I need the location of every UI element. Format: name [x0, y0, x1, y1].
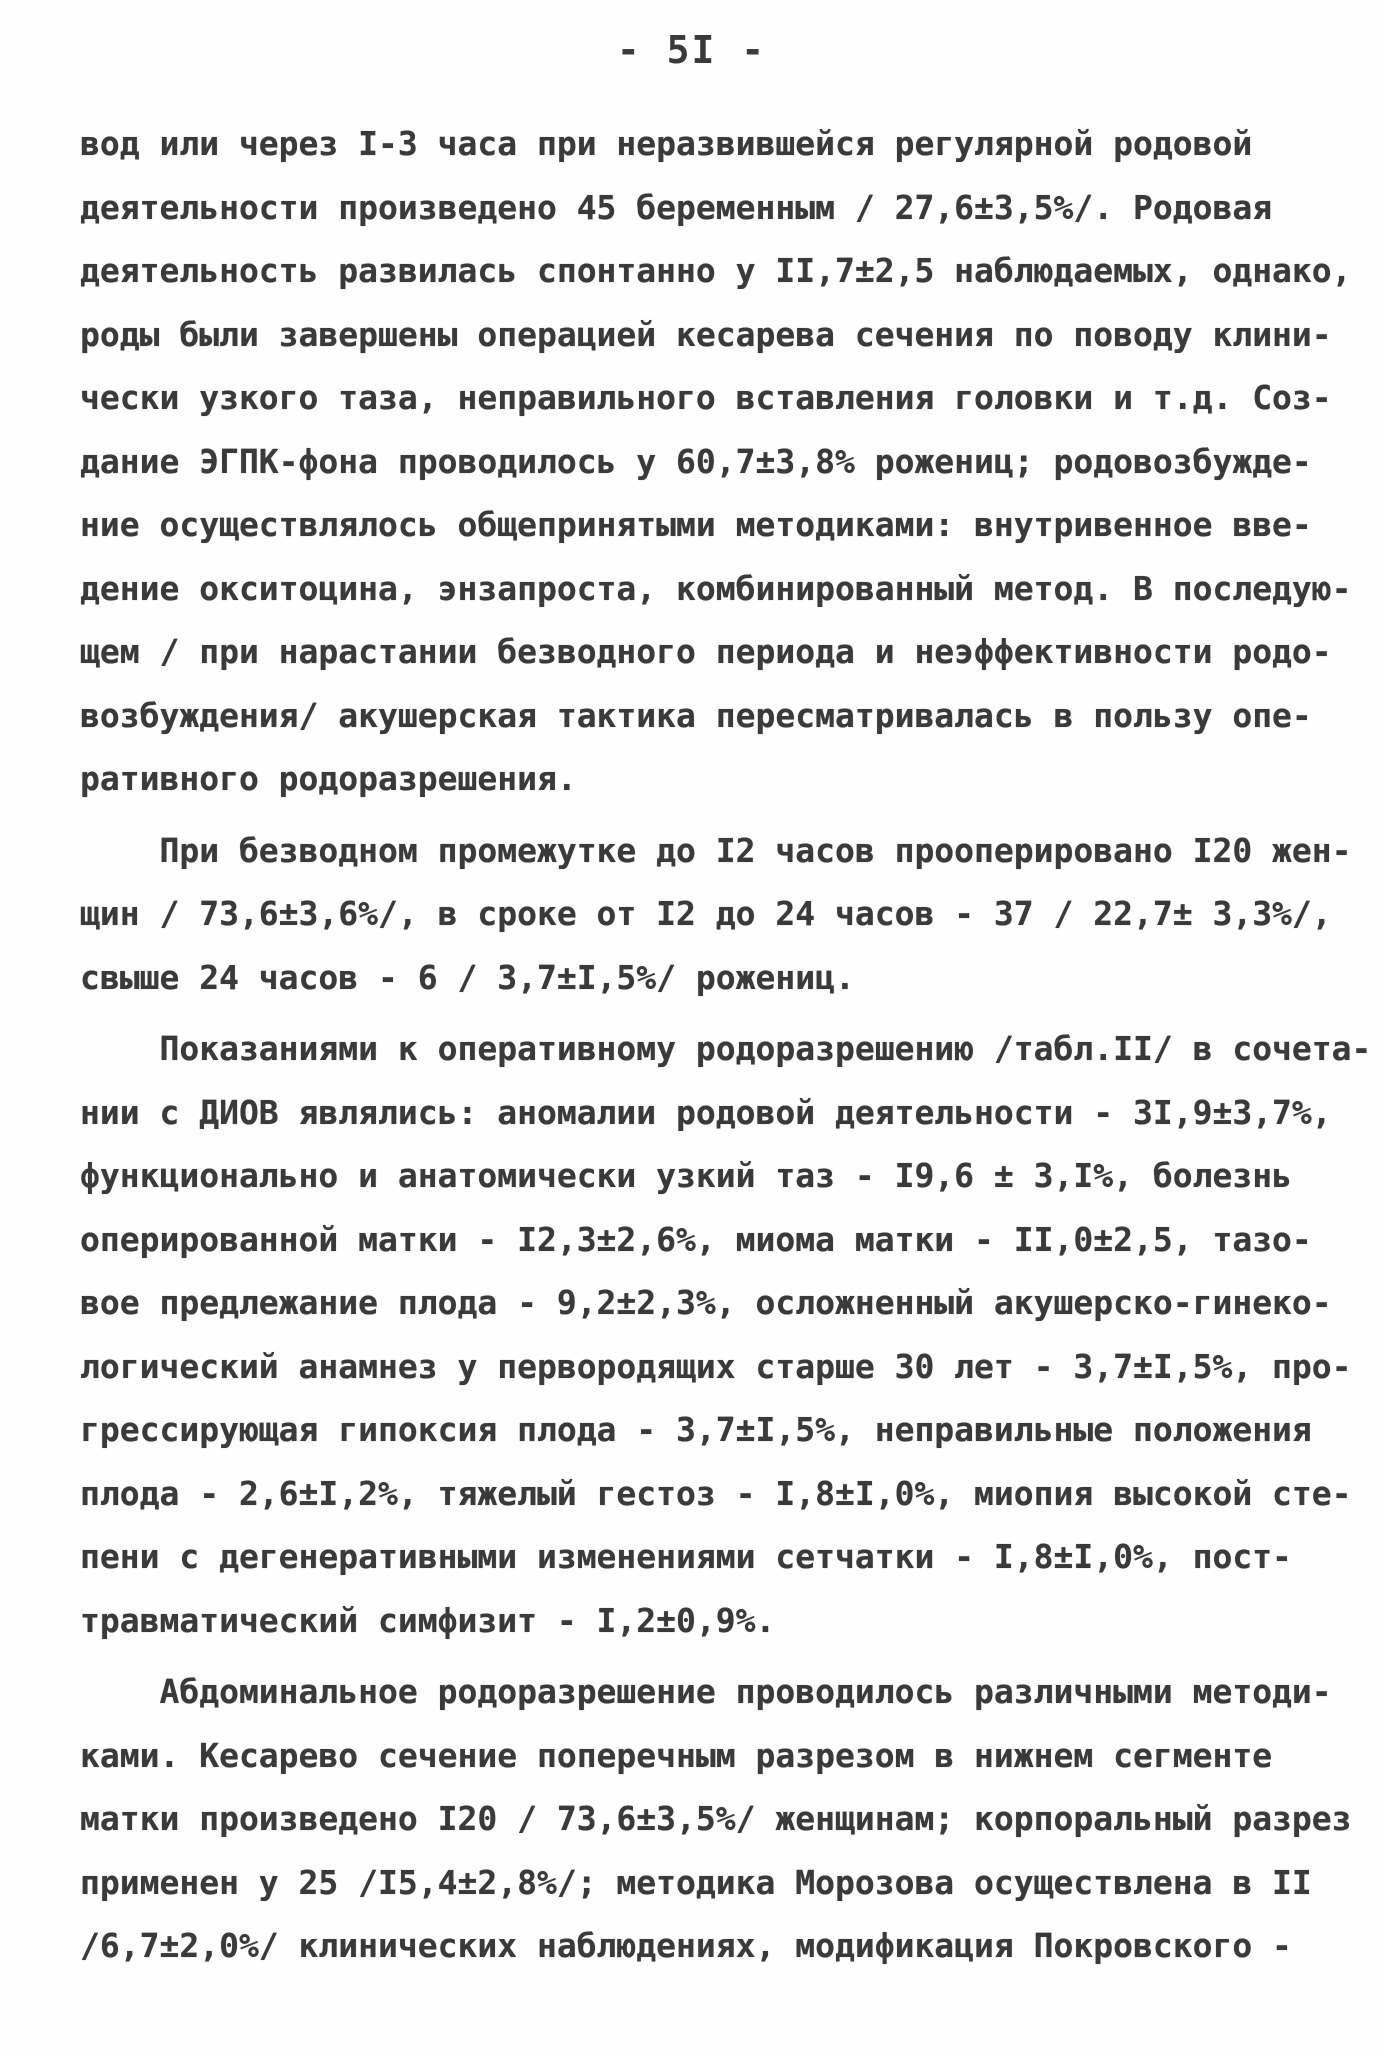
text-line: возбуждения/ акушерская тактика пересматривалась в пользу опе-	[80, 695, 1312, 735]
text-line: чески узкого таза, неправильного вставления головки и т.д. Соз-	[80, 378, 1332, 417]
paragraph-gap	[80, 1652, 1310, 1660]
text-line: ративного родоразрешения.	[80, 759, 577, 798]
paragraph-gap	[80, 811, 1310, 819]
text-line: плода - 2,6±I,2%, тяжелый гестоз - I,8±I,0%, миопия высокой сте-	[80, 1473, 1352, 1513]
page-number: - 5I -	[616, 28, 767, 72]
paragraph	[80, 1017, 1372, 1652]
paragraph-gap	[80, 1009, 1310, 1017]
text-line: свыше 24 часов - 6 / 3,7±I,5%/ рожениц.	[80, 957, 855, 997]
body-text	[80, 112, 1372, 1978]
text-line: оперированной матки - I2,3±2,6%, миома матки - II,0±2,5, тазо-	[80, 1219, 1312, 1259]
paragraph	[80, 112, 1352, 811]
text-line: матки произведено I20 / 73,6±3,5%/ женщинам; корпоральный разрез	[80, 1799, 1352, 1838]
paragraph	[80, 1660, 1352, 1978]
text-line: функционально и анатомически узкий таз - I9,6 ± 3,I%, болезнь	[80, 1156, 1292, 1195]
text-line: дание ЭГПК-фона проводилось у 60,7±3,8% рожениц; родовозбужде-	[80, 441, 1312, 481]
text-line: вод или через I-3 часа при неразвившейся регулярной родовой	[80, 124, 1253, 163]
text-line: При безводном промежутке до I2 часов прооперировано I20 жен-	[80, 830, 1352, 870]
text-line: логический анамнез у первородящих старше 30 лет - 3,7±I,5%, про-	[80, 1346, 1352, 1386]
text-line: травматический симфизит - I,2±0,9%.	[80, 1600, 776, 1640]
text-line: щин / 73,6±3,6%/, в сроке от I2 до 24 часов - 37 / 22,7± 3,3%/,	[80, 894, 1332, 933]
text-line: вое предлежание плода - 9,2±2,3%, осложненный акушерско-гинеко-	[80, 1283, 1332, 1322]
text-line: деятельности произведено 45 беременным / 27,6±3,5%/. Родовая	[80, 187, 1273, 227]
text-line: дение окситоцина, энзапроста, комбинированный метод. В последую-	[80, 568, 1352, 608]
text-line: ками. Кесарево сечение поперечным разрезом в нижнем сегменте	[80, 1735, 1273, 1775]
text-line: Абдоминальное родоразрешение проводилось различными методи-	[80, 1672, 1332, 1711]
text-line: нии с ДИОВ являлись: аномалии родовой деятельности - 3I,9±3,7%,	[80, 1092, 1332, 1132]
text-line: пени с дегенеративными изменениями сетчатки - I,8±I,0%, пост-	[80, 1537, 1292, 1576]
text-line: щем / при нарастании безводного периода и неэффективности родо-	[80, 632, 1332, 671]
paragraph	[80, 819, 1352, 1010]
text-line: деятельность развилась спонтанно у II,7±2,5 наблюдаемых, однако,	[80, 251, 1352, 290]
text-line: Показаниями к оперативному родоразрешению /табл.II/ в сочета-	[80, 1029, 1372, 1068]
text-line: роды были завершены операцией кесарева сечения по поводу клини-	[80, 314, 1332, 354]
text-line: ние осуществлялось общепринятыми методиками: внутривенное вве-	[80, 505, 1312, 544]
text-line: /6,7±2,0%/ клинических наблюдениях, модификация Покровского -	[80, 1926, 1292, 1965]
text-line: применен у 25 /I5,4±2,8%/; методика Морозова осуществлена в II	[80, 1862, 1312, 1902]
text-line: грессирующая гипоксия плода - 3,7±I,5%, неправильные положения	[80, 1410, 1312, 1449]
